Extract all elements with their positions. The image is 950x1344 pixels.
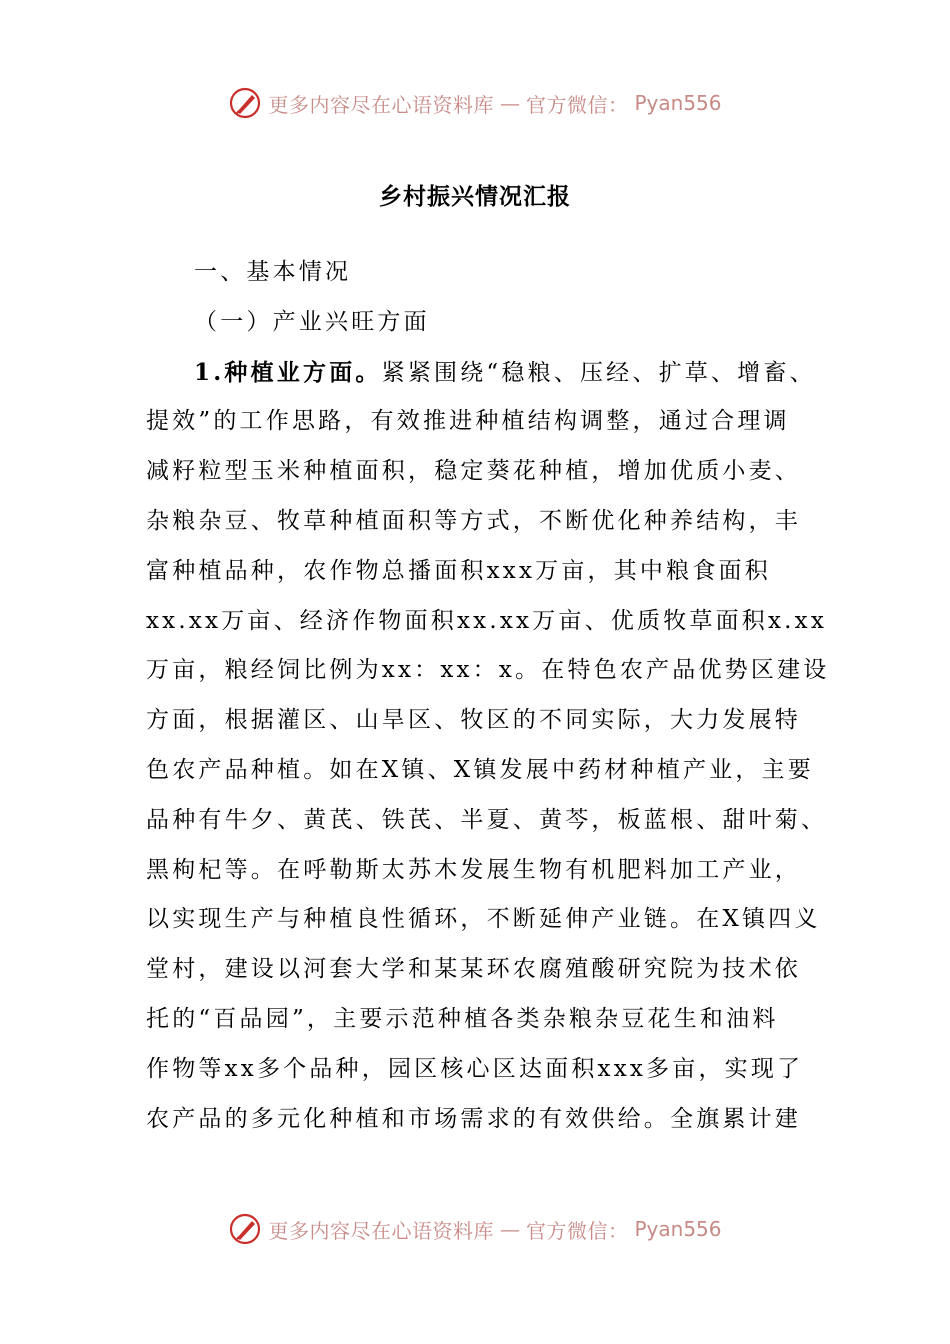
watermark-label: 官方微信： <box>525 1218 629 1243</box>
subsection-heading: （一）产业兴旺方面 <box>194 308 430 335</box>
paragraph-line: 减籽粒型玉米种植面积，稳定葵花种植，增加优质小麦、 <box>146 458 801 485</box>
watermark-separator: — <box>499 1217 520 1241</box>
watermark-separator: — <box>499 91 520 115</box>
paragraph-line: 品种有牛夕、黄芪、铁芪、半夏、黄芩，板蓝根、甜叶菊、 <box>146 806 828 833</box>
paragraph-line: 托的“百品园”，主要示范种植各类杂粮杂豆花生和油料 <box>146 1005 779 1032</box>
paragraph-line: 富种植品种，农作物总播面积xxx万亩，其中粮食面积 <box>146 557 771 584</box>
watermark-text: 更多内容尽在心语资料库 <box>268 92 494 117</box>
paragraph-line <box>146 348 816 398</box>
paragraph-line: 黑枸杞等。在呼勒斯太苏木发展生物有机肥料加工产业， <box>146 856 801 883</box>
document-title: 乡村振兴情况汇报 <box>379 183 571 210</box>
watermark-text: 更多内容尽在心语资料库 <box>268 1218 494 1243</box>
watermark-footer <box>0 1212 950 1246</box>
paragraph-line: xx.xx万亩、经济作物面积xx.xx万亩、优质牧草面积x.xx <box>146 607 828 634</box>
paragraph-line: 色农产品种植。如在X镇、X镇发展中药材种植产业，主要 <box>146 756 814 783</box>
pen-logo-icon <box>228 1212 262 1246</box>
watermark-id: Pyan556 <box>634 1217 722 1241</box>
paragraph-line: 方面，根据灌区、山旱区、牧区的不同实际，大力发展特 <box>146 707 801 734</box>
paragraph-line: 堂村，建设以河套大学和某某环农腐殖酸研究院为技术依 <box>146 956 801 983</box>
paragraph-lead: 1.种植业方面。 <box>194 358 382 386</box>
watermark-label: 官方微信： <box>525 92 629 117</box>
paragraph-line: 农产品的多元化种植和市场需求的有效供给。全旗累计建 <box>146 1105 801 1132</box>
watermark-header <box>0 86 950 120</box>
paragraph-line: 杂粮杂豆、牧草种植面积等方式，不断优化种养结构，丰 <box>146 507 801 534</box>
document-body <box>146 248 830 1144</box>
paragraph-line: 提效”的工作思路，有效推进种植结构调整，通过合理调 <box>146 408 790 435</box>
paragraph-text: 紧紧围绕“稳粮、压经、扩草、增畜、 <box>381 359 816 386</box>
paragraph-line: 万亩，粮经饲比例为xx：xx：x。在特色农产品优势区建设 <box>146 657 830 684</box>
paragraph-line: 以实现生产与种植良性循环，不断延伸产业链。在X镇四义 <box>146 906 821 933</box>
watermark-id: Pyan556 <box>634 91 722 115</box>
paragraph-line: 作物等xx多个品种，园区核心区达面积xxx多亩，实现了 <box>146 1055 804 1082</box>
pen-logo-icon <box>228 86 262 120</box>
section-heading: 一、基本情况 <box>194 259 352 285</box>
